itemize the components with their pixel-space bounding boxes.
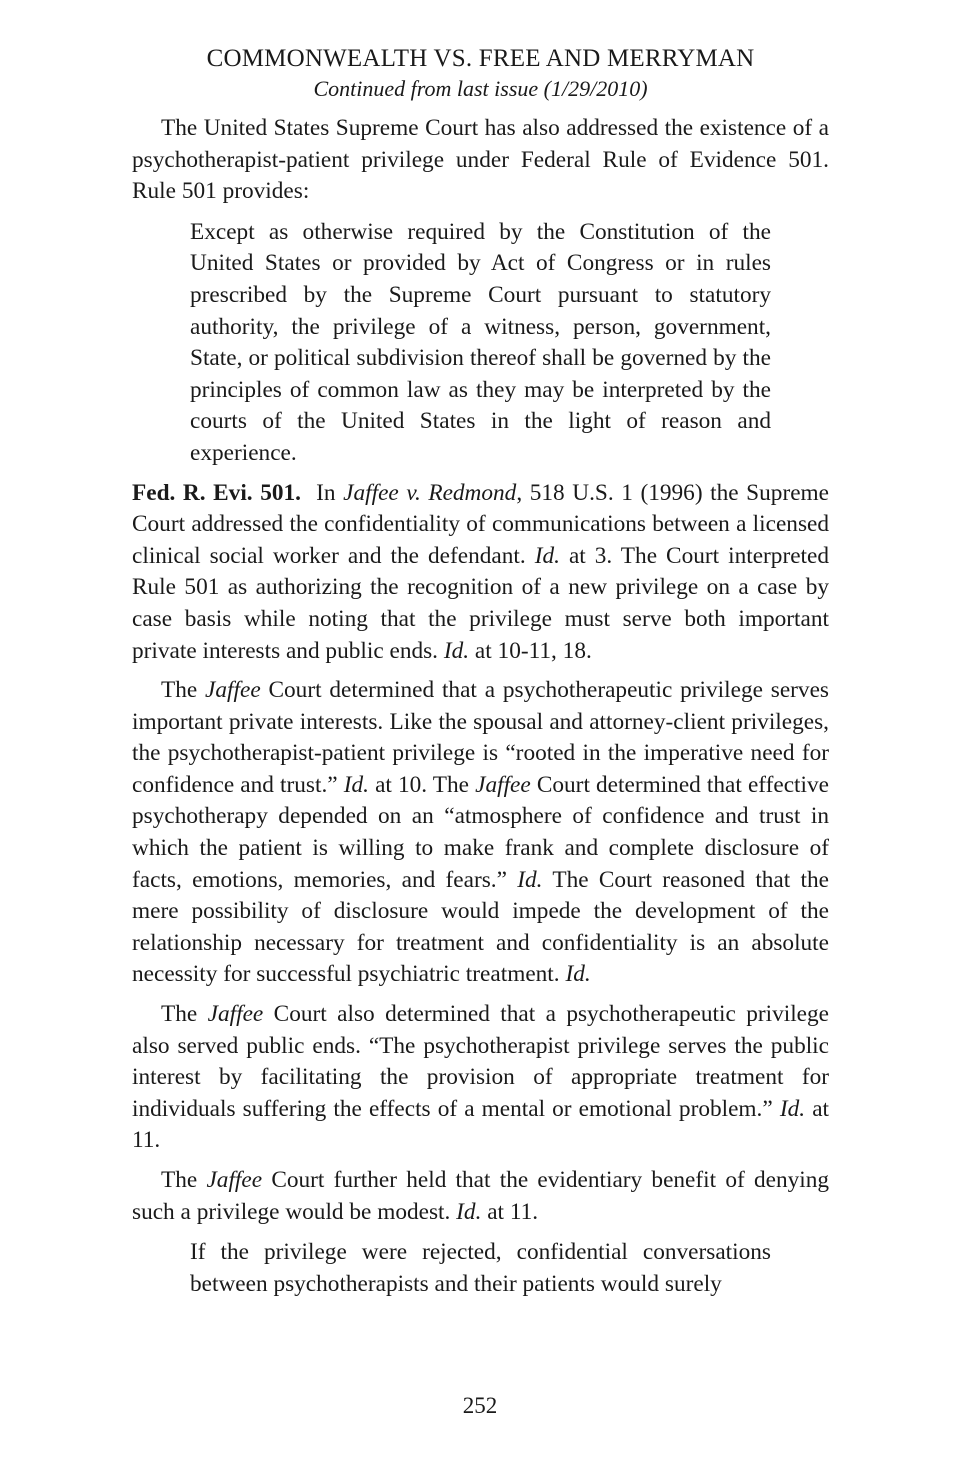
block-quote-rule-501 bbox=[190, 217, 771, 470]
id-citation: Id. bbox=[517, 866, 543, 893]
paragraph-5-text: Court further held that the evidentiary benefit of denying such a privilege would be modest. bbox=[132, 1167, 830, 1225]
paragraph-4-text: Court also determined that a psychotherapeutic privilege also served public ends. “The psychotherapist privilege serves the public interest by facilitating the provision of appropriate treatment for individuals suffering the effects of a mental or emotional problem.” bbox=[132, 1001, 830, 1122]
paragraph-4 bbox=[132, 999, 829, 1157]
paragraph-3-text: The bbox=[161, 677, 198, 704]
id-citation: Id. bbox=[779, 1095, 806, 1122]
case-short-name: Jaffee bbox=[475, 771, 531, 798]
paragraph-3 bbox=[132, 675, 829, 991]
running-title: COMMONWEALTH VS. FREE AND MERRYMAN bbox=[206, 45, 755, 72]
paragraph-4-text: The bbox=[161, 1001, 198, 1028]
paragraph-2-text: at 10-11, 18. bbox=[474, 637, 592, 664]
paragraph-5-text: at 11. bbox=[487, 1198, 539, 1225]
case-name: Jaffee v. Redmond bbox=[343, 479, 517, 506]
paragraph-1 bbox=[132, 113, 829, 208]
paragraph-2-text: at 3. The Court interpreted Rule 501 as authorizing the recognition of a new privilege on a case by case basis while noting that the privilege must serve both important private interests and public ends. bbox=[132, 542, 830, 664]
block-quote-text: If the privilege were rejected, confidential conversations between psychotherapists and their patients would surely bbox=[190, 1239, 771, 1297]
paragraph-4-text: at 11. bbox=[132, 1095, 830, 1154]
case-short-name: Jaffee bbox=[206, 1167, 263, 1193]
case-short-name: Jaffee bbox=[207, 1001, 264, 1028]
case-short-name: Jaffee bbox=[205, 677, 261, 704]
paragraph-5 bbox=[132, 1165, 829, 1228]
id-citation: Id. bbox=[443, 637, 470, 664]
rule-citation: Fed. R. Evi. 501. bbox=[132, 479, 301, 506]
paragraph-2 bbox=[132, 478, 829, 668]
paragraph-1-text: The United States Supreme Court has also addressed the existence of a psychotherapist-patient privilege under Federal Rule of Evidence 501. Rule 501 provides: bbox=[132, 115, 829, 205]
paragraph-3-text: at 10. The bbox=[375, 771, 469, 798]
paragraph-2-text: , 518 U.S. 1 (1996) the Supreme Court addressed the confidentiality of communications between a licensed clinical social worker and the defendant. bbox=[132, 479, 829, 569]
id-citation: Id. bbox=[565, 961, 591, 988]
id-citation: Id. bbox=[456, 1198, 482, 1225]
id-citation: Id. bbox=[343, 771, 369, 798]
paragraph-2-text: In bbox=[316, 479, 336, 506]
paragraph-5-text: The bbox=[161, 1167, 198, 1193]
paragraph-3-text: Court determined that a psychotherapeutic privilege serves important private interests. Like the spousal and attorney-client privileges, the psychotherapist-patient privilege is “rooted in the imperative need for confidence and trust.” bbox=[132, 677, 829, 798]
running-subtitle: Continued from last issue (1/29/2010) bbox=[313, 76, 648, 101]
page-number: 252 bbox=[462, 1393, 498, 1418]
paragraph-3-text: Court determined that effective psychotherapy depended on an “atmosphere of confidence and trust in which the patient is willing to make frank and complete disclosure of facts, emotions, memories, and fears.” bbox=[132, 771, 829, 893]
block-quote-jaffee bbox=[190, 1237, 771, 1300]
block-quote-text: Except as otherwise required by the Constitution of the United States or provided by Act of Congress or in rules prescribed by the Supreme Court pursuant to statutory authority, the privilege of a witness, person, government, State, or political subdivision thereof shall be governed by the principles of common law as they may be interpreted by the courts of the United States in the light of reason and experience. bbox=[190, 218, 771, 466]
page-content bbox=[132, 44, 829, 1308]
paragraph-3-text: The Court reasoned that the mere possibility of disclosure would impede the development of the relationship necessary for treatment and confidentiality is an absolute necessity for successful psychiatric treatment. bbox=[132, 866, 829, 988]
id-citation: Id. bbox=[534, 542, 560, 569]
